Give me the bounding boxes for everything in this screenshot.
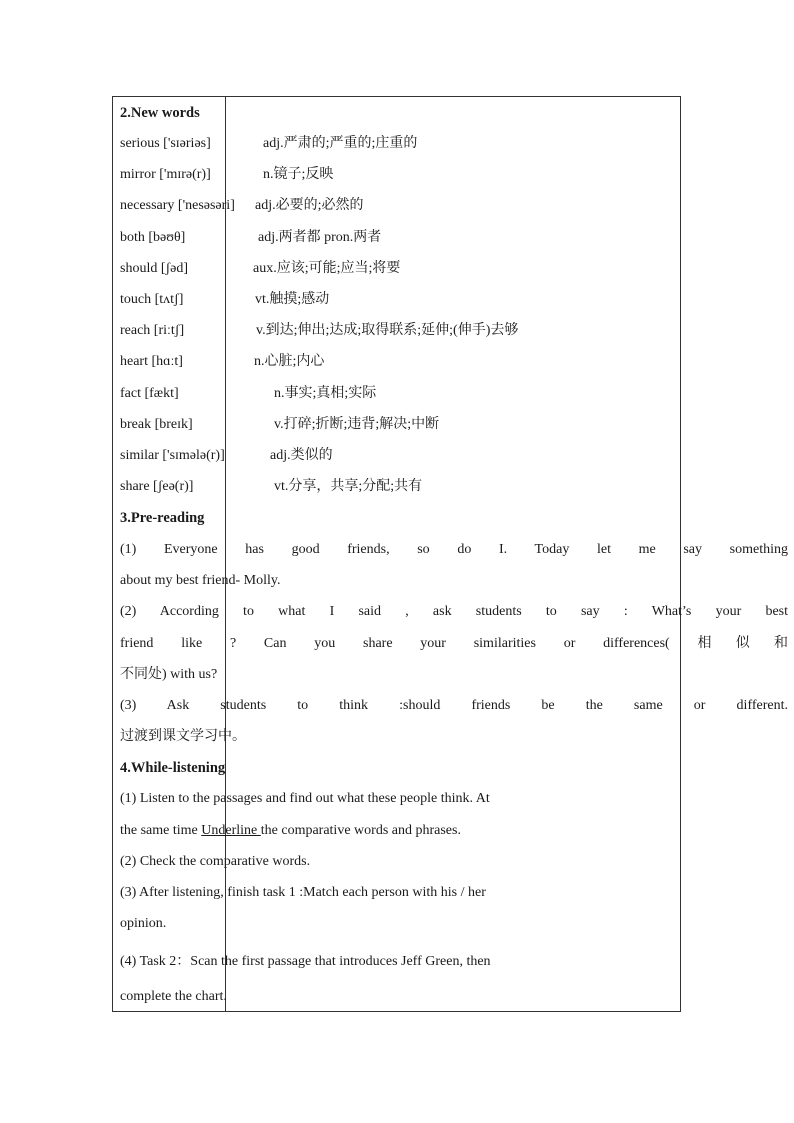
word-meaning: adj.严肃的;严重的;庄重的 [263, 136, 418, 151]
word-row [120, 477, 788, 497]
word-term: mirror ['mɪrə(r)] [120, 167, 211, 183]
word-row [120, 321, 788, 341]
word-row [120, 165, 788, 185]
pre-reading-line: (1) Everyone has good friends, so do I. Today let me say something [120, 542, 788, 557]
word-row [120, 446, 788, 466]
while-listening-line: opinion. [120, 916, 167, 931]
pre-reading-line: friend like ? Can you share your similarities or differences( 相似和 [120, 636, 788, 651]
pre-reading-line: 过渡到课文学习中。 [120, 729, 246, 744]
word-term: necessary ['nesəsəri] [120, 198, 235, 214]
word-meaning: n.镜子;反映 [263, 167, 334, 183]
word-row [120, 352, 788, 372]
word-term: serious ['sɪəriəs] [120, 136, 211, 151]
pre-reading-line: (3) Ask students to think :should friends be the same or different. [120, 698, 788, 713]
word-meaning: n.心脏;内心 [254, 354, 325, 370]
word-term: heart [hɑːt] [120, 354, 183, 370]
word-meaning: v.打碎;折断;违背;解决;中断 [274, 416, 440, 432]
while-listening-line: (2) Check the comparative words. [120, 854, 311, 869]
while-listening-text: the same time [120, 823, 202, 838]
section-title-while-listening: 4.While-listening [120, 760, 226, 776]
word-row [120, 196, 788, 216]
word-term: share [ʃeə(r)] [120, 479, 194, 495]
word-row [120, 228, 788, 248]
word-row [120, 290, 788, 310]
word-term: break [breɪk] [120, 416, 193, 432]
word-meaning: vt.分享，共享;分配;共有 [274, 479, 423, 495]
word-term: both [bəʊθ] [120, 229, 186, 245]
while-listening-line [120, 821, 788, 841]
section-title-pre-reading: 3.Pre-reading [120, 510, 205, 526]
word-row [120, 259, 788, 279]
word-meaning: vt.触摸;感动 [255, 292, 330, 307]
while-listening-line: (1) Listen to the passages and find out what these people think. At [120, 791, 490, 806]
word-term: fact [fækt] [120, 385, 179, 401]
word-meaning: adj.两者都 pron.两者 [258, 229, 382, 245]
while-listening-line: (3) After listening, finish task 1 :Match each person with his / her [120, 885, 486, 900]
word-meaning: adj.必要的;必然的 [255, 198, 364, 214]
while-listening-text: the comparative words and phrases. [260, 823, 461, 838]
pre-reading-line: about my best friend- Molly. [120, 573, 281, 588]
underline-word: Underline [201, 823, 261, 838]
word-meaning: n.事实;真相;实际 [274, 385, 377, 401]
word-term: similar ['sɪmələ(r)] [120, 448, 225, 463]
while-listening-line: complete the chart. [120, 989, 227, 1004]
word-row [120, 415, 788, 435]
word-row [120, 134, 788, 154]
word-term: touch [tʌtʃ] [120, 292, 184, 307]
word-term: reach [riːtʃ] [120, 323, 185, 339]
pre-reading-line: 不同处) with us? [120, 667, 218, 682]
section-title-new-words: 2.New words [120, 105, 200, 121]
word-row [120, 384, 788, 404]
word-meaning: aux.应该;可能;应当;将要 [253, 260, 401, 276]
word-meaning: v.到达;伸出;达成;取得联系;延伸;(伸手)去够 [256, 323, 519, 339]
word-term: should [ʃəd] [120, 260, 189, 276]
while-listening-line: (4) Task 2：Scan the first passage that introduces Jeff Green, then [120, 954, 491, 969]
word-meaning: adj.类似的 [270, 448, 333, 463]
pre-reading-line: (2) According to what I said , ask students to say : What’s your best [120, 604, 788, 619]
